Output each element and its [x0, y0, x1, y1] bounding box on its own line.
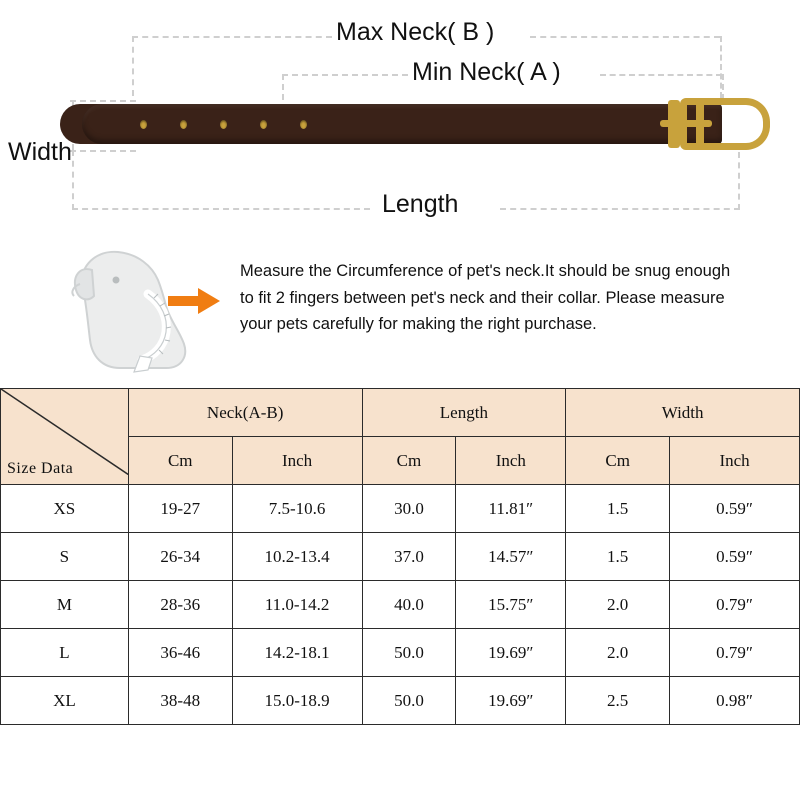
- arrow-icon: [168, 288, 222, 319]
- cell-width-inch: 0.59″: [670, 533, 800, 581]
- table-row: [1, 533, 800, 581]
- table-row: [1, 629, 800, 677]
- cell-length-inch: 19.69″: [456, 629, 566, 677]
- measurement-instructions: Measure the Circumference of pet's neck.It should be snug enough to fit 2 fingers between pet's neck and their collar. Please measure your pets carefully for making the right purchase.: [240, 262, 731, 334]
- table-header-row-groups: [1, 389, 800, 437]
- cell-width-inch: 0.79″: [670, 581, 800, 629]
- cell-width-inch: 0.59″: [670, 485, 800, 533]
- cell-size: XL: [1, 677, 129, 725]
- collar-hole: [300, 120, 307, 129]
- cell-width-cm: 2.5: [566, 677, 670, 725]
- collar-hole: [140, 120, 147, 129]
- guide-line-max-neck-left: [132, 36, 332, 38]
- collar-illustration: [60, 96, 780, 152]
- group-header-length: Length: [362, 389, 566, 437]
- collar-measurement-diagram: [0, 0, 800, 380]
- cell-length-cm: 37.0: [362, 533, 456, 581]
- cell-width-cm: 1.5: [566, 485, 670, 533]
- cell-neck-cm: 36-46: [128, 629, 232, 677]
- cell-length-cm: 30.0: [362, 485, 456, 533]
- cell-neck-cm: 26-34: [128, 533, 232, 581]
- unit-header-width-inch: Inch: [670, 437, 800, 485]
- cell-size: M: [1, 581, 129, 629]
- label-max-neck: Max Neck( B ): [336, 18, 495, 46]
- cell-length-inch: 15.75″: [456, 581, 566, 629]
- guide-tick-length-right: [738, 152, 740, 210]
- collar-hole: [180, 120, 187, 129]
- table-row: [1, 581, 800, 629]
- cell-length-cm: 40.0: [362, 581, 456, 629]
- size-data-label: Size Data: [7, 460, 74, 477]
- cell-neck-inch: 11.0-14.2: [232, 581, 362, 629]
- collar-hole: [260, 120, 267, 129]
- group-header-width: Width: [566, 389, 800, 437]
- table-row: [1, 677, 800, 725]
- collar-hole: [220, 120, 227, 129]
- cell-neck-inch: 10.2-13.4: [232, 533, 362, 581]
- cell-length-inch: 11.81″: [456, 485, 566, 533]
- cell-neck-cm: 19-27: [128, 485, 232, 533]
- cell-neck-inch: 15.0-18.9: [232, 677, 362, 725]
- cell-neck-cm: 38-48: [128, 677, 232, 725]
- buckle-keeper: [668, 100, 680, 148]
- group-header-neck: Neck(A-B): [128, 389, 362, 437]
- cell-neck-cm: 28-36: [128, 581, 232, 629]
- guide-line-min-neck-left: [282, 74, 408, 76]
- guide-line-max-neck-right: [530, 36, 720, 38]
- cell-width-cm: 1.5: [566, 533, 670, 581]
- cell-size: S: [1, 533, 129, 581]
- guide-tick-max-neck-left: [132, 36, 134, 96]
- guide-line-length-left: [72, 208, 370, 210]
- buckle-frame: [680, 98, 770, 150]
- cell-length-inch: 14.57″: [456, 533, 566, 581]
- unit-header-width-cm: Cm: [566, 437, 670, 485]
- unit-header-neck-cm: Cm: [128, 437, 232, 485]
- size-data-table: [0, 388, 800, 725]
- cell-neck-inch: 14.2-18.1: [232, 629, 362, 677]
- unit-header-length-inch: Inch: [456, 437, 566, 485]
- label-min-neck: Min Neck( A ): [412, 58, 561, 86]
- guide-tick-length-left: [72, 150, 74, 210]
- unit-header-length-cm: Cm: [362, 437, 456, 485]
- cell-size: XS: [1, 485, 129, 533]
- cell-size: L: [1, 629, 129, 677]
- collar-strap: [82, 104, 722, 144]
- label-width: Width: [8, 138, 72, 166]
- cell-width-inch: 0.79″: [670, 629, 800, 677]
- guide-line-length-right: [500, 208, 740, 210]
- cell-length-cm: 50.0: [362, 677, 456, 725]
- unit-header-neck-inch: Inch: [232, 437, 362, 485]
- cell-width-inch: 0.98″: [670, 677, 800, 725]
- table-corner-cell: [1, 389, 129, 485]
- cell-width-cm: 2.0: [566, 629, 670, 677]
- cell-length-inch: 19.69″: [456, 677, 566, 725]
- buckle-bar: [696, 98, 704, 150]
- cell-neck-inch: 7.5-10.6: [232, 485, 362, 533]
- label-length: Length: [382, 190, 459, 218]
- guide-line-min-neck-right: [600, 74, 722, 76]
- table-row: [1, 485, 800, 533]
- cell-width-cm: 2.0: [566, 581, 670, 629]
- cell-length-cm: 50.0: [362, 629, 456, 677]
